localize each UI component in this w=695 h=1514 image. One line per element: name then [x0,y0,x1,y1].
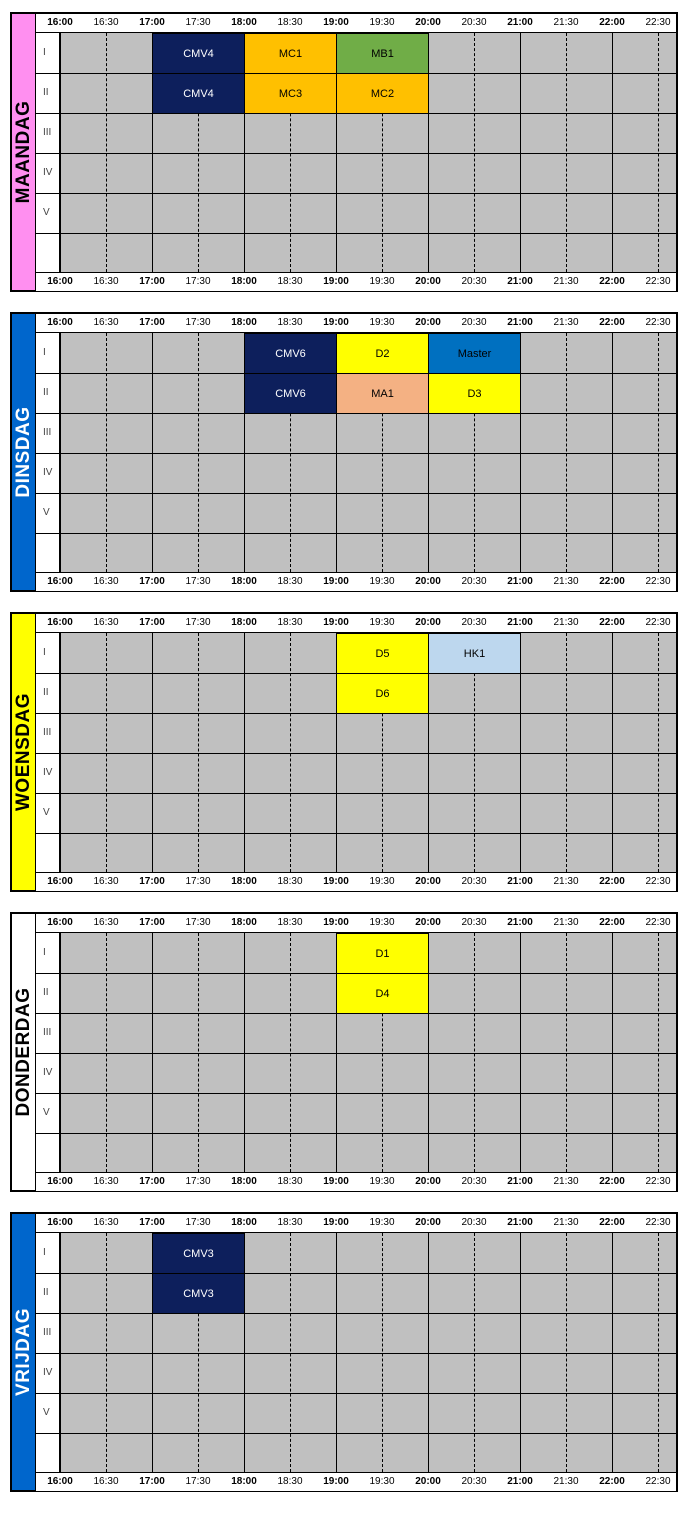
row-label: IV [43,767,53,778]
time-label: 21:00 [507,917,533,928]
half-hour-line [658,633,659,872]
time-header [36,614,676,633]
schedule-block[interactable]: CMV3 [152,1233,245,1274]
half-hour-line [566,333,567,572]
time-label: 22:30 [645,917,671,928]
time-label: 16:30 [93,276,119,287]
time-label: 19:00 [323,317,349,328]
time-label: 20:30 [461,1476,487,1487]
time-label: 16:30 [93,317,119,328]
schedule-block[interactable]: MC3 [244,73,337,114]
time-header [36,914,676,933]
time-label: 16:30 [93,1217,119,1228]
row-label: III [43,1327,52,1338]
time-label: 17:00 [139,876,165,887]
half-hour-line [658,333,659,572]
time-label: 21:00 [507,1476,533,1487]
time-label: 16:00 [47,576,73,587]
row-label: III [43,727,52,738]
half-hour-line [106,633,107,872]
day-panel-donderdag [10,912,678,1192]
time-label: 20:30 [461,17,487,28]
day-label [12,14,36,290]
time-label: 21:30 [553,276,579,287]
time-label: 22:00 [599,576,625,587]
time-label: 16:30 [93,917,119,928]
half-hour-line [382,1233,383,1472]
row-label: II [43,687,49,698]
time-label: 17:00 [139,576,165,587]
half-hour-line [198,933,199,1172]
time-label: 19:00 [323,276,349,287]
time-header [36,1214,676,1233]
row-label: I [43,647,46,658]
time-label: 20:00 [415,617,441,628]
time-label: 18:00 [231,1476,257,1487]
time-label: 18:30 [277,276,303,287]
time-label: 17:00 [139,1217,165,1228]
time-label: 17:00 [139,1176,165,1187]
time-label: 21:30 [553,617,579,628]
time-label: 16:00 [47,317,73,328]
half-hour-line [198,633,199,872]
time-label: 22:00 [599,917,625,928]
time-label: 18:30 [277,1176,303,1187]
half-hour-line [198,333,199,572]
hour-line [244,933,245,1172]
time-label: 16:30 [93,1176,119,1187]
row-label: III [43,127,52,138]
time-label: 22:30 [645,1176,671,1187]
row-divider [36,1053,676,1054]
time-label: 16:00 [47,617,73,628]
day-label [12,1214,36,1490]
time-label: 17:30 [185,17,211,28]
time-label: 22:30 [645,17,671,28]
half-hour-line [474,933,475,1172]
row-divider [36,833,676,834]
time-label: 17:00 [139,17,165,28]
hour-line [520,1233,521,1472]
time-label: 21:30 [553,317,579,328]
row-label: V [43,807,50,818]
hour-line [612,1233,613,1472]
schedule-grid [36,1214,676,1490]
time-label: 18:30 [277,1217,303,1228]
time-label: 17:30 [185,1176,211,1187]
time-label: 17:00 [139,1476,165,1487]
half-hour-line [474,33,475,272]
time-label: 21:00 [507,876,533,887]
hour-line [520,933,521,1172]
time-label: 16:00 [47,917,73,928]
row-label: V [43,207,50,218]
hour-line [60,333,61,572]
half-hour-line [106,933,107,1172]
time-label: 19:30 [369,17,395,28]
time-footer [36,1172,676,1191]
time-label: 18:30 [277,1476,303,1487]
time-label: 19:30 [369,1476,395,1487]
schedule-block[interactable]: MC2 [336,73,429,114]
time-label: 17:30 [185,576,211,587]
schedule-block[interactable]: D5 [336,633,429,674]
time-label: 17:30 [185,917,211,928]
time-label: 20:00 [415,17,441,28]
time-label: 18:00 [231,17,257,28]
time-label: 18:00 [231,1176,257,1187]
time-label: 16:30 [93,1476,119,1487]
time-label: 20:00 [415,576,441,587]
row-divider [36,1313,676,1314]
schedule-block[interactable]: Master [428,333,521,374]
day-panel-woensdag [10,612,678,892]
time-label: 21:30 [553,876,579,887]
row-label: I [43,347,46,358]
schedule-block[interactable]: CMV6 [244,333,337,374]
time-footer [36,1472,676,1491]
time-label: 19:30 [369,576,395,587]
row-label: IV [43,467,53,478]
time-label: 22:30 [645,317,671,328]
time-header [36,14,676,33]
time-label: 22:00 [599,317,625,328]
time-label: 22:30 [645,1476,671,1487]
half-hour-line [566,933,567,1172]
row-label: II [43,87,49,98]
schedule-block[interactable]: HK1 [428,633,521,674]
time-label: 20:30 [461,617,487,628]
schedule-block[interactable]: D4 [336,973,429,1014]
time-label: 17:00 [139,317,165,328]
half-hour-line [566,33,567,272]
time-label: 19:30 [369,1176,395,1187]
row-divider [36,453,676,454]
time-label: 19:30 [369,317,395,328]
row-label: II [43,987,49,998]
time-label: 20:00 [415,1476,441,1487]
time-label: 21:00 [507,17,533,28]
time-label: 20:00 [415,876,441,887]
half-hour-line [566,633,567,872]
row-label: V [43,507,50,518]
row-divider [36,1273,676,1274]
half-hour-line [658,1233,659,1472]
half-hour-line [106,1233,107,1472]
time-label: 21:30 [553,1476,579,1487]
time-label: 19:30 [369,917,395,928]
row-divider [36,493,676,494]
time-label: 18:30 [277,576,303,587]
time-label: 20:30 [461,917,487,928]
time-label: 18:00 [231,276,257,287]
time-label: 21:00 [507,317,533,328]
time-label: 22:00 [599,876,625,887]
half-hour-line [106,333,107,572]
time-label: 17:30 [185,317,211,328]
time-label: 16:00 [47,1476,73,1487]
time-label: 18:00 [231,876,257,887]
row-divider [36,233,676,234]
time-label: 20:30 [461,317,487,328]
time-label: 22:00 [599,1476,625,1487]
time-label: 21:30 [553,17,579,28]
time-label: 17:30 [185,276,211,287]
half-hour-line [658,933,659,1172]
row-label: IV [43,1367,53,1378]
time-label: 22:30 [645,576,671,587]
time-label: 17:30 [185,1476,211,1487]
row-label: II [43,387,49,398]
time-footer [36,872,676,891]
time-label: 22:00 [599,617,625,628]
time-label: 20:30 [461,276,487,287]
hour-line [152,633,153,872]
row-label: V [43,1407,50,1418]
row-divider [36,193,676,194]
time-label: 17:00 [139,917,165,928]
time-label: 20:00 [415,917,441,928]
day-label [12,314,36,590]
time-label: 18:00 [231,317,257,328]
day-name: MAANDAG [12,100,34,204]
time-label: 20:00 [415,276,441,287]
day-name: VRIJDAG [12,1308,34,1396]
time-label: 20:30 [461,1217,487,1228]
time-label: 16:30 [93,576,119,587]
schedule-block[interactable]: MC1 [244,33,337,74]
time-label: 22:30 [645,876,671,887]
row-divider [36,1433,676,1434]
schedule-block[interactable]: CMV4 [152,73,245,114]
schedule-block[interactable]: D2 [336,333,429,374]
row-label: I [43,47,46,58]
time-label: 19:30 [369,617,395,628]
time-label: 18:00 [231,576,257,587]
time-label: 19:00 [323,17,349,28]
row-label: I [43,1247,46,1258]
row-label: V [43,1107,50,1118]
time-label: 21:00 [507,1217,533,1228]
hour-line [520,33,521,272]
hour-line [612,633,613,872]
row-label: IV [43,167,53,178]
schedule-grid [36,614,676,890]
time-label: 19:30 [369,1217,395,1228]
time-label: 18:30 [277,917,303,928]
schedule-block[interactable]: D6 [336,673,429,714]
time-label: 18:30 [277,876,303,887]
hour-line [60,1233,61,1472]
time-label: 22:00 [599,1176,625,1187]
schedule-block[interactable]: CMV6 [244,373,337,414]
half-hour-line [290,1233,291,1472]
half-hour-line [658,33,659,272]
time-label: 21:00 [507,1176,533,1187]
time-label: 19:30 [369,276,395,287]
time-label: 21:30 [553,1217,579,1228]
row-label: III [43,1027,52,1038]
time-label: 19:00 [323,1217,349,1228]
time-label: 16:30 [93,876,119,887]
time-label: 19:00 [323,1476,349,1487]
row-divider [36,753,676,754]
schedule-block[interactable]: MB1 [336,33,429,74]
schedule-grid [36,14,676,290]
time-label: 20:30 [461,576,487,587]
hour-line [336,1233,337,1472]
schedule-block[interactable]: CMV3 [152,1273,245,1314]
time-label: 19:30 [369,876,395,887]
time-label: 16:00 [47,1176,73,1187]
time-label: 20:00 [415,317,441,328]
row-divider [36,1093,676,1094]
hour-line [612,333,613,572]
half-hour-line [290,933,291,1172]
hour-line [152,933,153,1172]
time-label: 18:30 [277,317,303,328]
schedule-block[interactable]: D1 [336,933,429,974]
time-label: 19:00 [323,617,349,628]
time-label: 21:30 [553,576,579,587]
time-label: 16:00 [47,876,73,887]
time-footer [36,272,676,291]
time-label: 20:30 [461,876,487,887]
time-label: 18:00 [231,1217,257,1228]
hour-line [152,333,153,572]
schedule-block[interactable]: MA1 [336,373,429,414]
row-divider [36,1353,676,1354]
day-name: WOENSDAG [12,693,34,811]
half-hour-line [474,1233,475,1472]
time-label: 20:00 [415,1176,441,1187]
hour-line [60,33,61,272]
time-footer [36,572,676,591]
time-label: 17:30 [185,617,211,628]
row-label: I [43,947,46,958]
row-divider [36,533,676,534]
hour-line [612,33,613,272]
row-label: II [43,1287,49,1298]
time-label: 18:00 [231,617,257,628]
time-label: 20:00 [415,1217,441,1228]
day-panel-maandag [10,12,678,292]
time-label: 19:00 [323,1176,349,1187]
schedule-grid [36,314,676,590]
time-label: 22:00 [599,276,625,287]
time-label: 17:30 [185,876,211,887]
time-label: 16:30 [93,617,119,628]
day-name: DONDERDAG [12,987,34,1117]
time-label: 22:00 [599,17,625,28]
day-panel-dinsdag [10,312,678,592]
row-divider [36,153,676,154]
time-label: 17:00 [139,617,165,628]
time-label: 18:00 [231,917,257,928]
time-label: 22:30 [645,617,671,628]
schedule-block[interactable]: CMV4 [152,33,245,74]
time-label: 22:30 [645,276,671,287]
time-label: 17:00 [139,276,165,287]
day-name: DINSDAG [12,406,34,498]
row-divider [36,793,676,794]
half-hour-line [290,633,291,872]
time-label: 19:00 [323,576,349,587]
time-label: 16:30 [93,17,119,28]
schedule-grid [36,914,676,1190]
time-label: 22:30 [645,1217,671,1228]
row-divider [36,1393,676,1394]
day-panel-vrijdag [10,1212,678,1492]
day-label [12,914,36,1190]
row-label: III [43,427,52,438]
time-label: 18:30 [277,617,303,628]
time-label: 21:00 [507,276,533,287]
hour-line [244,633,245,872]
time-label: 16:00 [47,17,73,28]
half-hour-line [566,1233,567,1472]
time-label: 21:00 [507,617,533,628]
time-label: 16:00 [47,276,73,287]
hour-line [612,933,613,1172]
hour-line [60,933,61,1172]
schedule-block[interactable]: D3 [428,373,521,414]
time-label: 19:00 [323,917,349,928]
time-label: 18:30 [277,17,303,28]
time-header [36,314,676,333]
time-label: 21:30 [553,1176,579,1187]
time-label: 19:00 [323,876,349,887]
row-divider [36,1133,676,1134]
time-label: 17:30 [185,1217,211,1228]
time-label: 21:30 [553,917,579,928]
time-label: 22:00 [599,1217,625,1228]
hour-line [428,1233,429,1472]
time-label: 21:00 [507,576,533,587]
time-label: 20:30 [461,1176,487,1187]
row-label: IV [43,1067,53,1078]
day-label [12,614,36,890]
time-label: 16:00 [47,1217,73,1228]
half-hour-line [106,33,107,272]
hour-line [60,633,61,872]
